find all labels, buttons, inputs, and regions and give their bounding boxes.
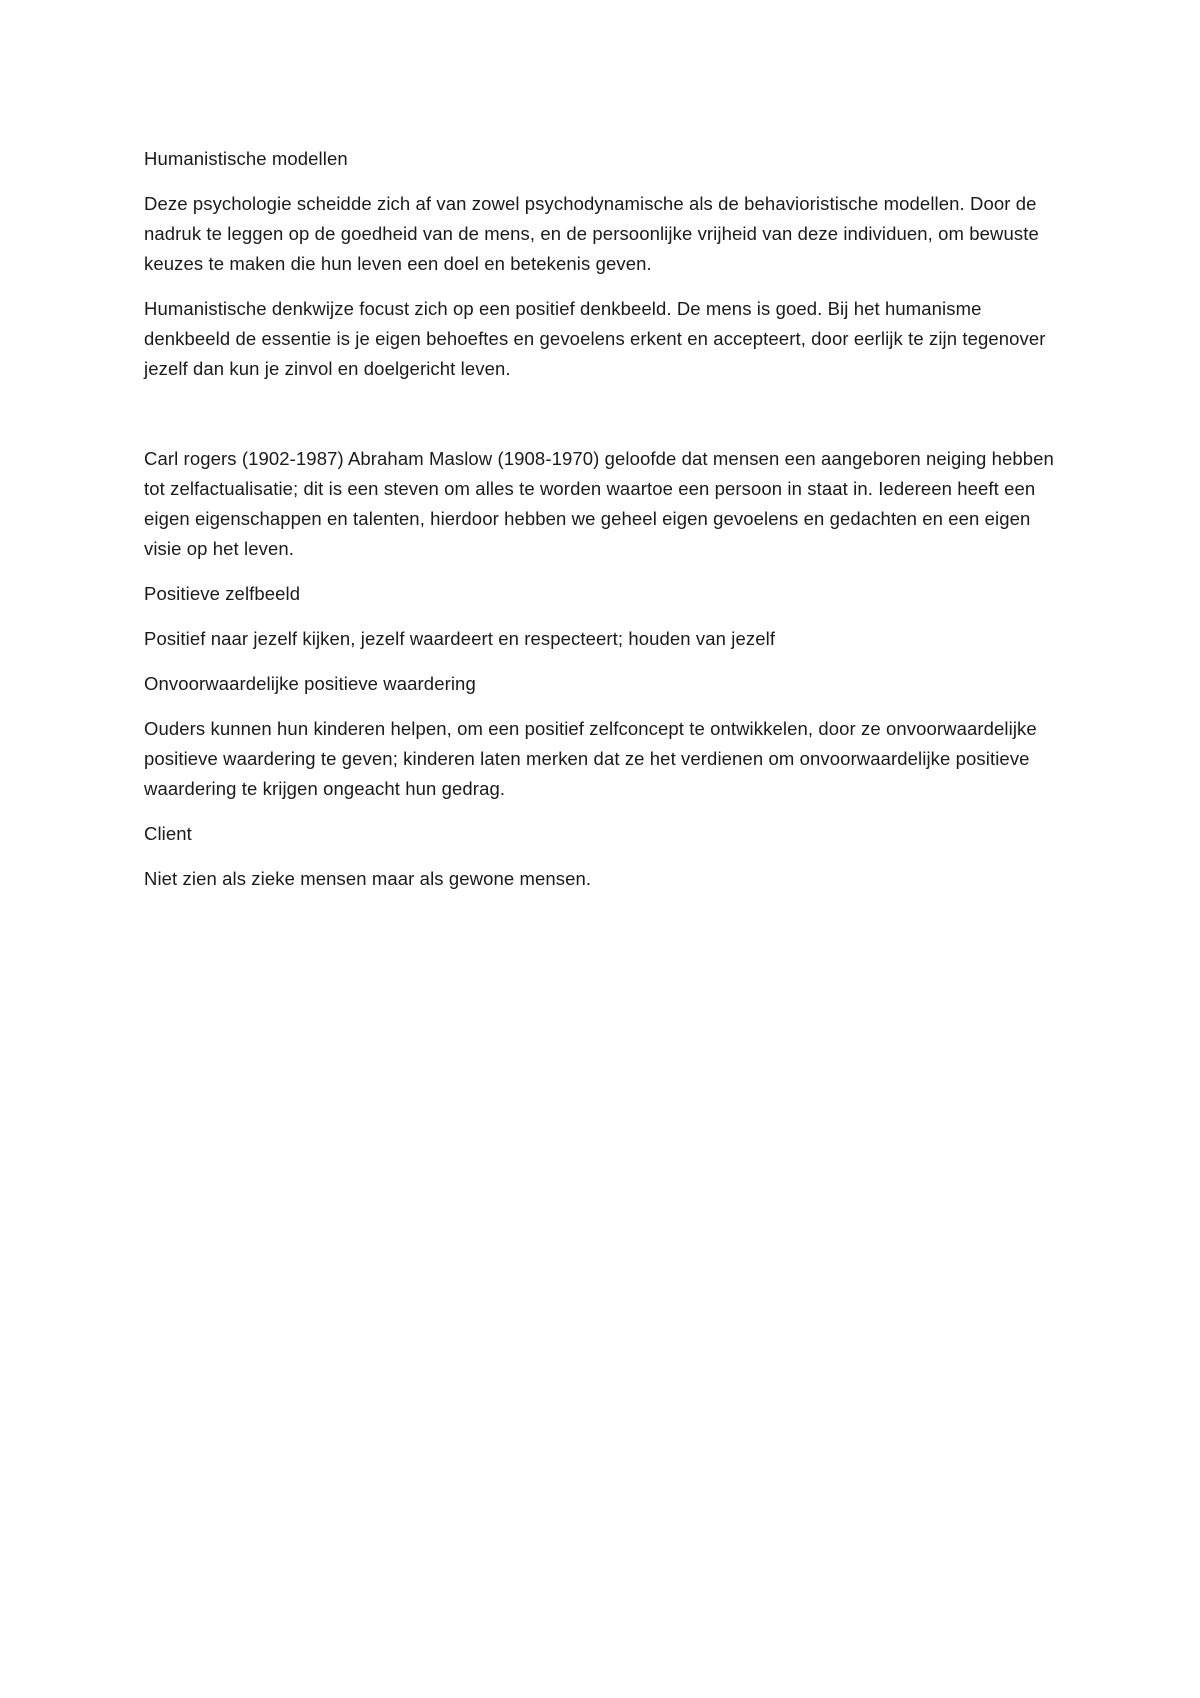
paragraph-positive-self-image: Positief naar jezelf kijken, jezelf waardeert en respecteert; houden van jezelf (144, 628, 776, 649)
paragraph-parents-help: Ouders kunnen hun kinderen helpen, om een positief zelfconcept te ontwikkelen, door ze onvoorwaardelijke positieve waardering te geven; kinderen laten merken dat ze het verdienen om onvoorwaardelijke positieve waardering te krijgen ongeacht hun gedrag. (144, 718, 1037, 799)
heading-positieve-zelfbeeld: Positieve zelfbeeld (144, 583, 301, 604)
paragraph-humanistic-thinking: Humanistische denkwijze focust zich op een positief denkbeeld. De mens is goed. Bij het humanisme denkbeeld de essentie is je eigen behoeftes en gevoelens erkent en accepteert, door eerlijk te zijn tegenover jezelf dan kun je zinvol en doelgericht leven. (144, 298, 1046, 379)
paragraph-psychology-separation: Deze psychologie scheidde zich af van zowel psychodynamische als de behavioristische modellen. Door de nadruk te leggen op de goedheid van de mens, en de persoonlijke vrijheid van deze individuen, om bewuste keuzes te maken die hun leven een doel en betekenis geven. (144, 193, 1039, 274)
paragraph-client: Niet zien als zieke mensen maar als gewone mensen. (144, 868, 592, 889)
heading-humanistische-modellen: Humanistische modellen (144, 148, 348, 169)
paragraph-rogers-maslow: Carl rogers (1902-1987) Abraham Maslow (1908-1970) geloofde dat mensen een aangeboren neiging hebben tot zelfactualisatie; dit is een steven om alles te worden waartoe een persoon in staat in. Iedereen heeft een eigen eigenschappen en talenten, hierdoor hebben we geheel eigen gevoelens en gedachten en een eigen visie op het leven. (144, 448, 1054, 559)
heading-onvoorwaardelijke-waardering: Onvoorwaardelijke positieve waardering (144, 673, 476, 694)
heading-client: Client (144, 823, 192, 844)
document-body (144, 144, 1064, 909)
